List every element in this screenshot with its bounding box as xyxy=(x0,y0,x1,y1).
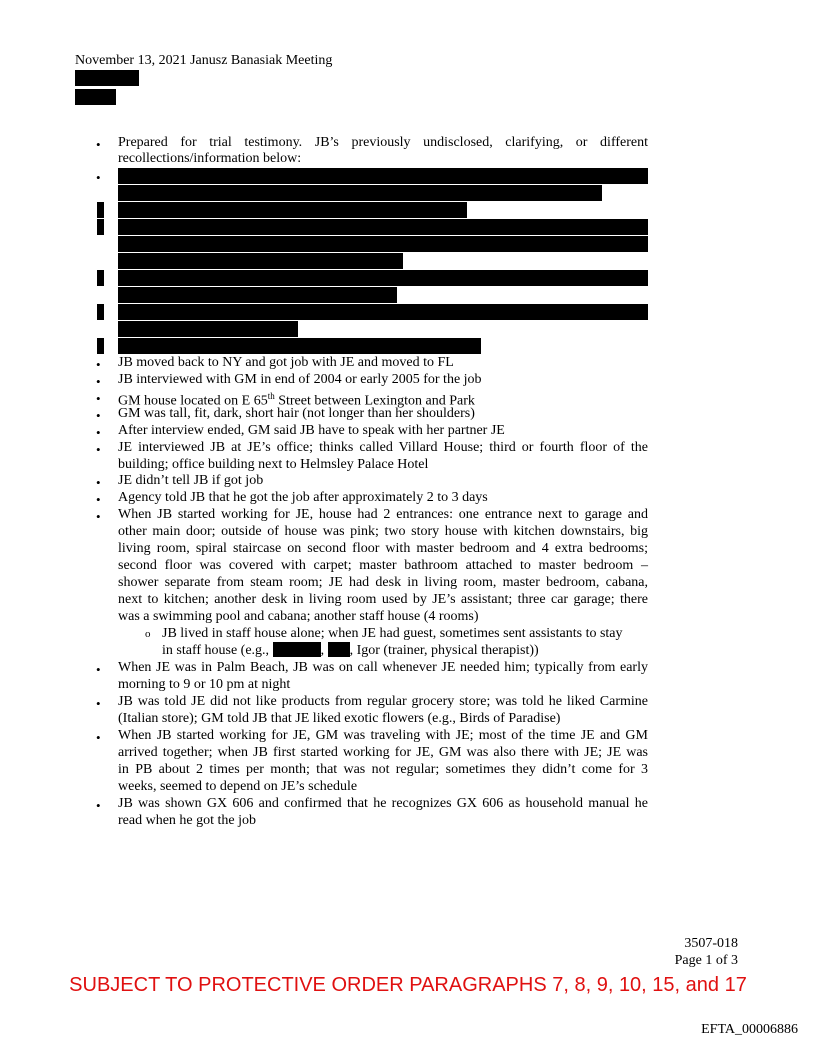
bullet-text: When JE was in Palm Beach, JB was on call whenever JE needed him; typically from early xyxy=(118,660,648,675)
redaction-block xyxy=(118,219,648,235)
redaction-block xyxy=(118,338,481,354)
bullet-text: arrived together; when JB first started working for JE, GM was also there with JE; JE was xyxy=(118,745,648,760)
redaction-block xyxy=(97,219,104,235)
redaction-block xyxy=(118,287,397,303)
redaction-block xyxy=(118,321,298,337)
bullet-glyph: • xyxy=(96,442,101,457)
bullet-glyph: • xyxy=(96,730,101,745)
bullet-text: When JB started working for JE, house had 2 entrances: one entrance next to garage and xyxy=(118,507,648,522)
redaction-block xyxy=(118,168,648,184)
redaction-block xyxy=(273,642,321,657)
bullet-glyph: • xyxy=(96,170,101,185)
sub-bullet-text: JB lived in staff house alone; when JE had guest, sometimes sent assistants to stay xyxy=(162,626,623,641)
bullet-text: morning to 9 or 10 pm at night xyxy=(118,677,291,692)
document-code: 3507-018 xyxy=(684,936,738,951)
redaction-block xyxy=(75,89,116,105)
redaction-block xyxy=(118,304,648,320)
sub-bullet-glyph: o xyxy=(145,628,151,640)
bullet-text: shower separate from steam room; JE had desk in living room, master bedroom, cabana, xyxy=(118,575,648,590)
bullet-glyph: • xyxy=(96,357,101,372)
bullet-text: GM house located on E 65th Street between Lexington and Park xyxy=(118,391,475,409)
redaction-block xyxy=(118,202,467,218)
document-title: November 13, 2021 Janusz Banasiak Meeting xyxy=(75,53,333,68)
redaction-block xyxy=(97,304,104,320)
bullet-text: Agency told JB that he got the job after approximately 2 to 3 days xyxy=(118,490,488,505)
bullet-glyph: • xyxy=(96,408,101,423)
bullet-text: JE didn’t tell JB if got job xyxy=(118,473,264,488)
bullet-glyph: • xyxy=(96,509,101,524)
bullet-glyph: • xyxy=(96,425,101,440)
bullet-text: was a swimming pool and cabana; another staff house (4 rooms) xyxy=(118,609,479,624)
sub-bullet-text: in staff house (e.g., , , Igor (trainer, physical therapist)) xyxy=(162,643,539,658)
bullet-text: Prepared for trial testimony. JB’s previously undisclosed, clarifying, or different xyxy=(118,135,648,150)
bullet-glyph: • xyxy=(96,798,101,813)
bates-number: EFTA_00006886 xyxy=(701,1022,798,1037)
bullet-text: JB moved back to NY and got job with JE and moved to FL xyxy=(118,355,454,370)
bullet-text: JB was told JE did not like products from regular grocery store; was told he liked Carmine xyxy=(118,694,648,709)
bullet-text: After interview ended, GM said JB have to speak with her partner JE xyxy=(118,423,505,438)
bullet-glyph: • xyxy=(96,475,101,490)
bullet-text: JB was shown GX 606 and confirmed that he recognizes GX 606 as household manual he xyxy=(118,796,648,811)
bullet-text: next to kitchen; another desk in living room used by JE’s assistant; three car garage; there xyxy=(118,592,648,607)
bullet-text: second floor was covered with carpet; master bathroom attached to master bedroom – xyxy=(118,558,648,573)
bullet-text: JB interviewed with GM in end of 2004 or early 2005 for the job xyxy=(118,372,482,387)
bullet-glyph: • xyxy=(96,137,101,152)
bullet-text: (Italian store); GM told JB that JE liked exotic flowers (e.g., Birds of Paradise) xyxy=(118,711,561,726)
bullet-text: JE interviewed JB at JE’s office; thinks called Villard House; third or fourth floor of the xyxy=(118,440,648,455)
bullet-glyph: • xyxy=(96,696,101,711)
redaction-block xyxy=(75,70,139,86)
bullet-text: building; office building next to Helmsley Palace Hotel xyxy=(118,457,429,472)
bullet-glyph: • xyxy=(96,374,101,389)
redaction-block xyxy=(118,253,403,269)
page-number: Page 1 of 3 xyxy=(674,953,738,968)
bullet-text: in PB about 2 times per month; that was not regular; sometimes they didn’t come for 3 xyxy=(118,762,648,777)
redaction-block xyxy=(118,185,602,201)
bullet-text: recollections/information below: xyxy=(118,151,302,166)
redaction-block xyxy=(97,202,104,218)
redaction-block xyxy=(118,236,648,252)
redaction-block xyxy=(118,270,648,286)
protective-order-notice: SUBJECT TO PROTECTIVE ORDER PARAGRAPHS 7, 8, 9, 10, 15, and 17 xyxy=(69,974,747,996)
redaction-block xyxy=(328,642,350,657)
bullet-text: read when he got the job xyxy=(118,813,257,828)
bullet-glyph: • xyxy=(96,391,101,406)
bullet-text: weeks, seemed to depend on JE’s schedule xyxy=(118,779,358,794)
bullet-glyph: • xyxy=(96,662,101,677)
bullet-text: GM was tall, fit, dark, short hair (not longer than her shoulders) xyxy=(118,406,475,421)
bullet-text: living room, spiral staircase on second floor with master bedroom and 4 extra bedrooms; xyxy=(118,541,648,556)
bullet-text: When JB started working for JE, GM was traveling with JE; most of the time JE and GM xyxy=(118,728,648,743)
bullet-glyph: • xyxy=(96,492,101,507)
bullet-text: other main door; outside of house was pink; two story house with kitchen downstairs, big xyxy=(118,524,648,539)
redaction-block xyxy=(97,338,104,354)
redaction-block xyxy=(97,270,104,286)
